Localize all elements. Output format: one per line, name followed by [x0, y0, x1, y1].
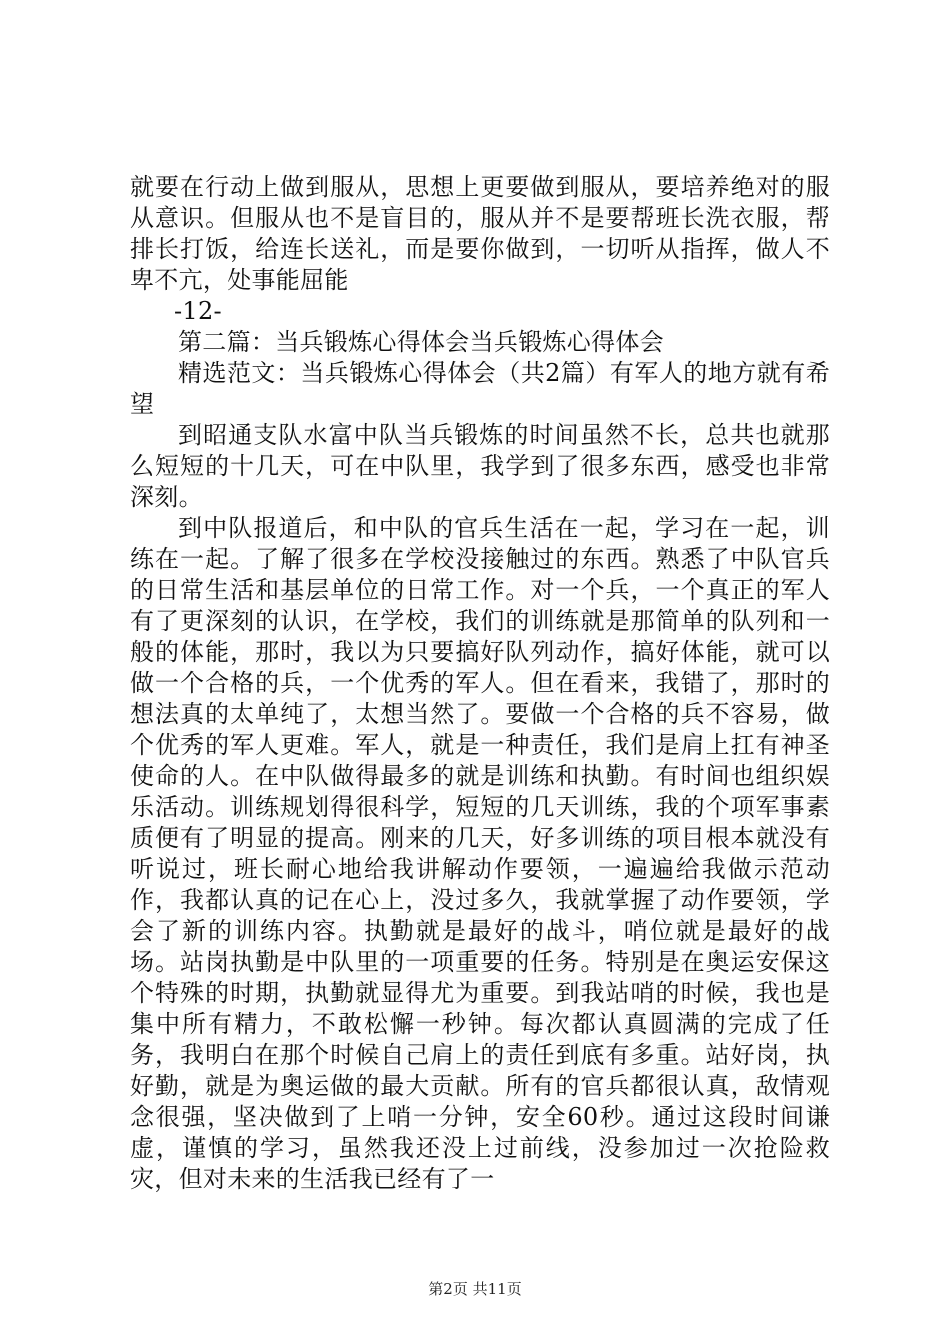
- section-heading: 第二篇：当兵锻炼心得体会当兵锻炼心得体会: [178, 328, 664, 356]
- inline-page-number: -12-: [174, 297, 222, 325]
- section-subheading: 精选范文：当兵锻炼心得体会（共2篇）有军人的地方就有希望: [130, 359, 830, 418]
- page-footer: 第2页 共11页: [428, 1280, 522, 1298]
- paragraph-body: 到中队报道后，和中队的官兵生活在一起，学习在一起，训练在一起。了解了很多在学校没接触过的东西。熟悉了中队官兵的日常生活和基层单位的日常工作。对一个兵，一个真正的军人有了更深刻的认识，在学校，我们的训练就是那简单的队列和一般的体能，那时，我以为只要搞好队列动作，搞好体能，就可以做一个合格的兵，一个优秀的军人。但在看来，我错了，那时的想法真的太单纯了，太想当然了。要做一个合格的兵不容易，做个优秀的军人更难。军人，就是一种责任，我们是肩上扛有神圣使命的人。在中队做得最多的就是训练和执勤。有时间也组织娱乐活动。训练规划得很科学，短短的几天训练，我的个项军事素质便有了明显的提高。刚来的几天，好多训练的项目根本就没有听说过，班长耐心地给我讲解动作要领，一遍遍给我做示范动作，我都认真的记在心上，没过多久，我就掌握了动作要领，学会了新的训练内容。执勤就是最好的战斗，哨位就是最好的战场。站岗执勤是中队里的一项重要的任务。特别是在奥运安保这个特殊的时期，执勤就显得尤为重要。到我站哨的时候，我也是集中所有精力，不敢松懈一秒钟。每次都认真圆满的完成了任务，我明白在那个时候自己肩上的责任到底有多重。站好岗，执好勤，就是为奥运做的最大贡献。所有的官兵都很认真，敌情观念很强，坚决做到了上哨一分钟，安全60秒。通过这段时间谦虚，谨慎的学习，虽然我还没上过前线，没参加过一次抢险救灾，但对未来的生活我已经有了一: [130, 514, 830, 1193]
- document-body: [130, 172, 830, 1195]
- paragraph-continuation: 就要在行动上做到服从，思想上更要做到服从，要培养绝对的服从意识。但服从也不是盲目的，服从并不是要帮班长洗衣服，帮排长打饭，给连长送礼，而是要你做到，一切听从指挥，做人不卑不亢，处事能屈能: [130, 173, 830, 294]
- paragraph-intro: 到昭通支队水富中队当兵锻炼的时间虽然不长，总共也就那么短短的十几天，可在中队里，我学到了很多东西，感受也非常深刻。: [130, 421, 830, 511]
